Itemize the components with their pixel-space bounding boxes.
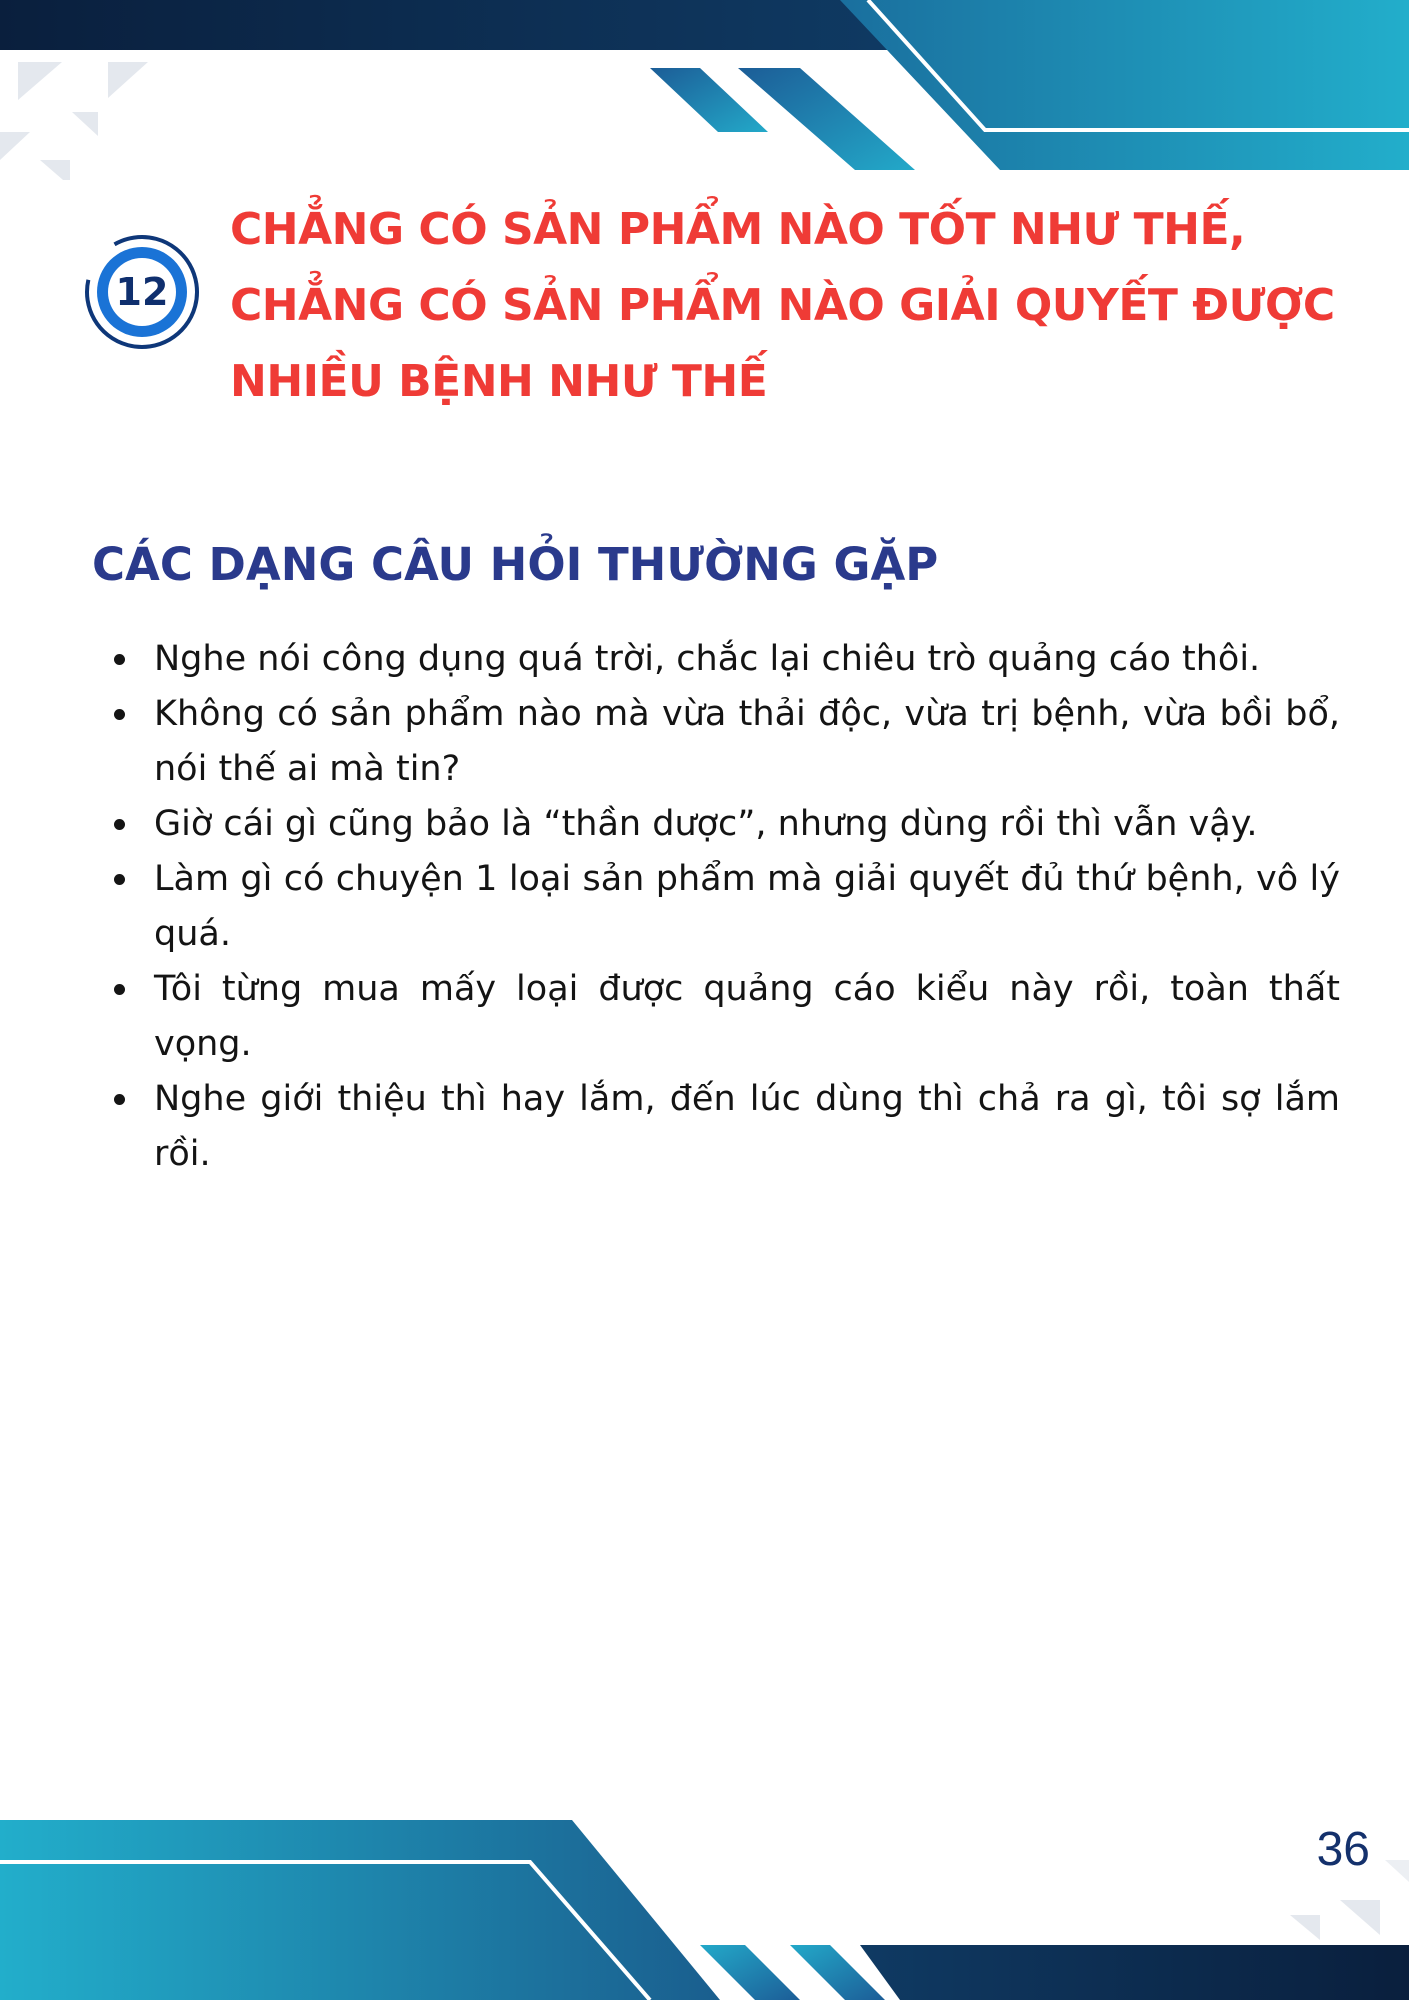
bullet-icon [114,984,125,995]
list-item-text: Nghe nói công dụng quá trời, chắc lại chiêu trò quảng cáo thôi. [154,639,1261,679]
question-list [104,632,1340,1182]
bullet-icon [114,1094,125,1105]
page-number: 36 [1316,1823,1370,1876]
bullet-icon [114,709,125,720]
list-item [104,1072,1340,1182]
title-line: CHẲNG CÓ SẢN PHẨM NÀO TỐT NHƯ THẾ, [230,204,1246,255]
header-decoration [0,0,1409,180]
title-line: NHIỀU BỆNH NHƯ THẾ [230,356,768,407]
list-item [104,632,1340,687]
list-item [104,852,1340,962]
badge-number: 12 [115,270,169,314]
title-line: CHẲNG CÓ SẢN PHẨM NÀO GIẢI QUYẾT ĐƯỢC [230,280,1335,331]
list-item-text: Nghe giới thiệu thì hay lắm, đến lúc dùng thì chả ra gì, tôi sợ lắm rồi. [154,1079,1340,1174]
list-item-text: Giờ cái gì cũng bảo là “thần dược”, nhưng dùng rồi thì vẫn vậy. [154,804,1258,844]
bullet-icon [114,654,125,665]
list-item [104,962,1340,1072]
list-item-text: Không có sản phẩm nào mà vừa thải độc, vừa trị bệnh, vừa bồi bổ, nói thế ai mà tin? [154,694,1340,789]
list-item [104,797,1340,852]
section-heading: CÁC DẠNG CÂU HỎI THƯỜNG GẶP [92,538,939,591]
list-item [104,687,1340,797]
list-item-text: Tôi từng mua mấy loại được quảng cáo kiểu này rồi, toàn thất vọng. [154,969,1340,1064]
list-item-text: Làm gì có chuyện 1 loại sản phẩm mà giải quyết đủ thứ bệnh, vô lý quá. [154,859,1340,954]
bullet-icon [114,819,125,830]
page-title [230,192,1370,420]
bullet-icon [114,874,125,885]
section-number-badge [80,230,204,354]
